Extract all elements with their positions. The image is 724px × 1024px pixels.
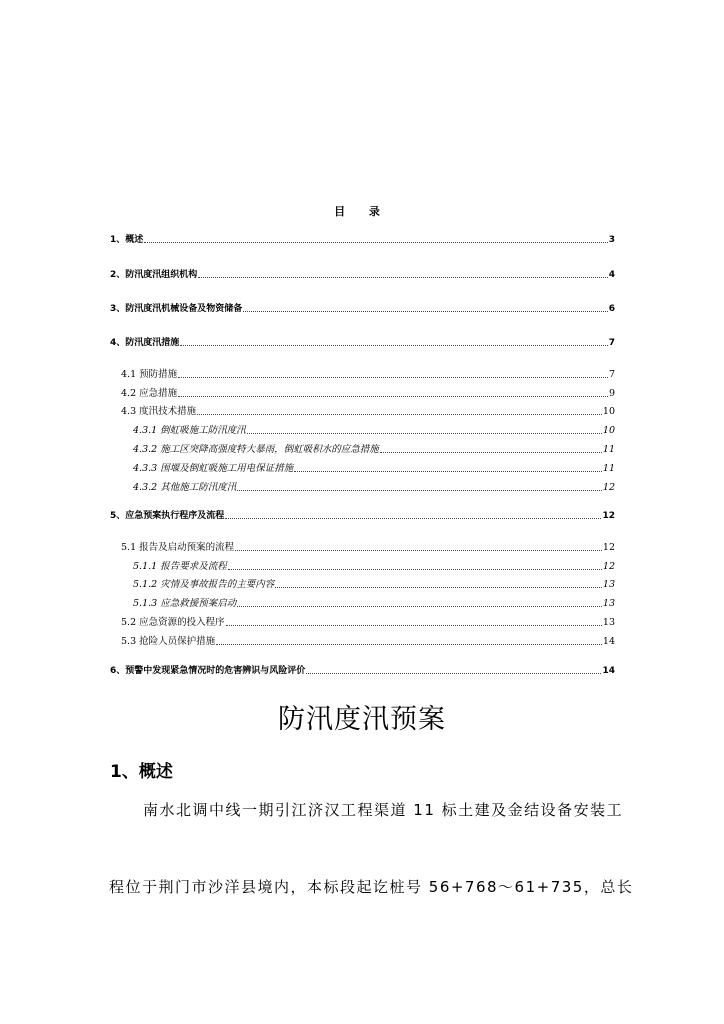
toc-entry-label: 5.1.3 应急救援预案启动: [133, 598, 237, 609]
toc-entry[interactable]: [110, 510, 615, 522]
toc-entry-label: 1、概述: [110, 235, 144, 245]
toc-dot-leader: [228, 568, 602, 570]
toc-entry-page-number: 13: [602, 598, 615, 609]
toc-entry-label: 5.1.1 报告要求及流程: [133, 561, 227, 572]
toc-entry-page-number: 12: [602, 561, 615, 572]
toc-entry-page-number: 12: [602, 542, 615, 553]
toc-entry-page-number: 11: [602, 444, 615, 455]
toc-entry-label: 5.2 应急资源的投入程序: [121, 617, 225, 628]
toc-dot-leader: [225, 517, 601, 519]
toc-dot-leader: [380, 451, 602, 453]
document-title: 防汛度汛预案: [278, 704, 446, 735]
toc-entry-page-number: 11: [602, 463, 615, 474]
toc-entry-page-number: 7: [608, 338, 615, 348]
toc-entry-page-number: 14: [602, 636, 615, 647]
toc-entry-label: 5.1 报告及启动预案的流程: [121, 542, 235, 553]
toc-entry-label: 4.1 预防措施: [121, 369, 178, 380]
toc-dot-leader: [275, 586, 602, 588]
toc-entry[interactable]: [121, 636, 615, 648]
toc-entry-label: 5.3 抢险人员保护措施: [121, 636, 216, 647]
body-text-line-1: 南水北调中线一期引江济汉工程渠道 11 标土建及金结设备安装工: [143, 801, 624, 819]
toc-entry[interactable]: [110, 337, 615, 349]
toc-entry[interactable]: [110, 303, 615, 315]
toc-entry[interactable]: [133, 598, 615, 610]
toc-entry-page-number: 7: [608, 369, 615, 380]
toc-entry-page-number: 13: [602, 579, 615, 590]
toc-entry-page-number: 12: [602, 482, 615, 493]
toc-dot-leader: [180, 344, 607, 346]
toc-dot-leader: [247, 432, 602, 434]
toc-entry-label: 6、预警中发现紧急情况时的危害辨识与风险评价: [110, 666, 306, 676]
toc-title: 目 录: [334, 205, 390, 218]
body-text-line-2: 程位于荆门市沙洋县境内，本标段起讫桩号 56+768～61+735，总长: [109, 878, 634, 896]
toc-entry-page-number: 10: [602, 425, 615, 436]
toc-entry-label: 4.2 应急措施: [121, 388, 178, 399]
toc-entry-label: 3、防汛度汛机械设备及物资储备: [110, 304, 243, 314]
toc-dot-leader: [237, 605, 602, 607]
toc-entry-page-number: 9: [608, 388, 615, 399]
toc-entry-page-number: 6: [608, 304, 615, 314]
toc-entry[interactable]: [110, 234, 615, 246]
toc-dot-leader: [178, 376, 608, 378]
toc-dot-leader: [197, 413, 602, 415]
toc-dot-leader: [198, 276, 607, 278]
toc-entry[interactable]: [133, 561, 615, 573]
toc-entry-label: 4.3.2 其他施工防汛度汛: [133, 482, 237, 493]
toc-entry-label: 2、防汛度汛组织机构: [110, 270, 198, 280]
toc-dot-leader: [306, 672, 601, 674]
toc-entry-label: 4.3.1 倒虹吸施工防汛度汛: [133, 425, 246, 436]
toc-entry-label: 4.3 度汛技术措施: [121, 406, 197, 417]
toc-dot-leader: [178, 395, 608, 397]
toc-entry[interactable]: [110, 665, 615, 677]
toc-dot-leader: [237, 489, 602, 491]
toc-entry[interactable]: [121, 369, 615, 381]
toc-entry-label: 4、防汛度汛措施: [110, 338, 180, 348]
toc-dot-leader: [294, 470, 602, 472]
toc-dot-leader: [144, 241, 607, 243]
toc-entry-label: 4.3.2 施工区突降高强度特大暴雨，倒虹吸积水的应急措施: [133, 444, 379, 455]
toc-entry[interactable]: [133, 579, 615, 591]
toc-entry-label: 4.3.3 围堰及倒虹吸施工用电保证措施: [133, 463, 294, 474]
toc-entry-page-number: 14: [602, 666, 615, 676]
toc-entry[interactable]: [133, 444, 615, 456]
toc-dot-leader: [216, 643, 602, 645]
toc-entry-page-number: 4: [608, 270, 615, 280]
toc-entry[interactable]: [133, 463, 615, 475]
toc-entry[interactable]: [121, 617, 615, 629]
toc-entry-page-number: 12: [602, 511, 615, 521]
toc-entry-label: 5.1.2 灾情及事故报告的主要内容: [133, 579, 275, 590]
toc-dot-leader: [243, 310, 607, 312]
toc-entry[interactable]: [121, 542, 615, 554]
toc-entry-label: 5、应急预案执行程序及流程: [110, 511, 225, 521]
toc-dot-leader: [235, 549, 602, 551]
toc-dot-leader: [226, 624, 602, 626]
toc-entry[interactable]: [133, 482, 615, 494]
toc-entry-page-number: 3: [608, 235, 615, 245]
toc-entry[interactable]: [110, 269, 615, 281]
toc-entry-page-number: 10: [602, 406, 615, 417]
section-heading-overview: 1、概述: [110, 762, 173, 782]
toc-entry[interactable]: [121, 388, 615, 400]
toc-entry-page-number: 13: [602, 617, 615, 628]
toc-entry[interactable]: [121, 406, 615, 418]
toc-entry[interactable]: [133, 425, 615, 437]
